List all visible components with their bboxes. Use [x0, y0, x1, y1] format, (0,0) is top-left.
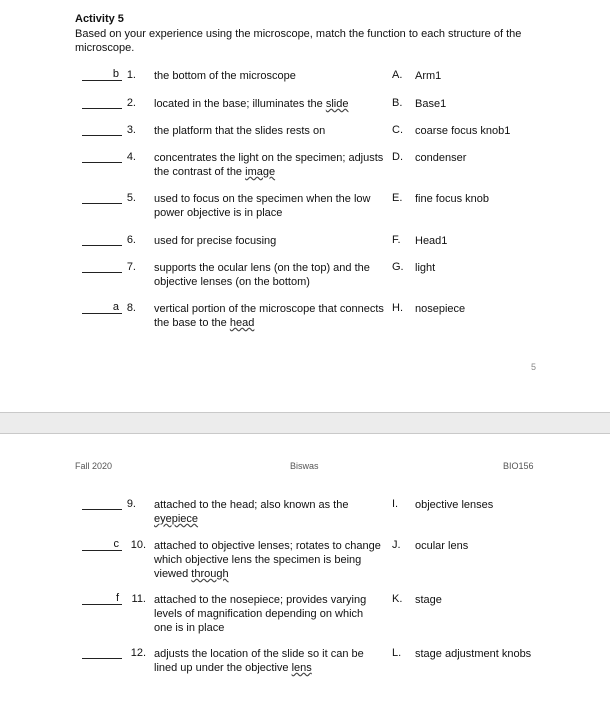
option-letter: D.: [392, 151, 403, 163]
option-letter: F.: [392, 234, 401, 246]
option-letter: G.: [392, 261, 404, 273]
option-letter: I.: [392, 498, 399, 510]
item-number: 12.: [130, 647, 146, 659]
item-description: adjusts the location of the slide so it can be lined up under the objective lens: [154, 648, 364, 674]
item-number: 6.: [126, 234, 136, 246]
item-description: used for precise focusing: [154, 235, 277, 247]
item-description: located in the base; illuminates the slide: [154, 98, 349, 110]
item-description: concentrates the light on the specimen; adjusts the contrast of the image: [154, 152, 384, 178]
option-text: objective lenses: [415, 499, 494, 511]
option-text: stage adjustment knobs: [415, 648, 532, 660]
option-text: light: [415, 262, 436, 274]
option-letter: E.: [392, 192, 403, 204]
option-text: nosepiece: [415, 303, 466, 315]
item-number: 4.: [126, 151, 136, 163]
item-description: attached to the nosepiece; provides varying levels of magnification depending on which one is in place: [154, 594, 367, 634]
worksheet-page-2: [0, 433, 610, 701]
item-number: 8.: [126, 302, 136, 314]
item-number: 10.: [130, 539, 146, 551]
option-text: ocular lens: [415, 540, 469, 552]
answer-blank-11[interactable]: f: [82, 592, 122, 605]
activity-instructions: Based on your experience using the microscope, match the function to each structure of the microscope.: [75, 28, 522, 54]
page-number: 5: [531, 362, 537, 372]
option-text: coarse focus knob1: [415, 125, 511, 137]
answer-blank-1[interactable]: b: [82, 68, 122, 81]
option-text: Arm1: [415, 70, 442, 82]
option-text: stage: [415, 594, 442, 606]
option-text: Base1: [415, 98, 447, 110]
item-description: the bottom of the microscope: [154, 70, 296, 82]
item-description: vertical portion of the microscope that connects the base to the head: [154, 303, 384, 329]
footer-instructor: Biswas: [290, 461, 319, 471]
option-letter: J.: [392, 539, 401, 551]
item-number: 3.: [126, 124, 136, 136]
item-number: 5.: [126, 192, 136, 204]
item-description: attached to objective lenses; rotates to change which objective lens the specimen is being viewed through: [154, 540, 381, 580]
answer-blank-8[interactable]: a: [82, 301, 122, 314]
item-number: 2.: [126, 97, 136, 109]
footer-course: BIO156: [503, 461, 534, 471]
footer-term: Fall 2020: [75, 461, 113, 471]
item-description: attached to the head; also known as the eyepiece: [154, 499, 349, 525]
activity-title: Activity 5: [75, 13, 124, 25]
item-number: 1.: [126, 69, 136, 81]
item-number: 9.: [126, 498, 136, 510]
page-break: [0, 413, 610, 433]
answer-blank-10[interactable]: c: [82, 538, 122, 551]
item-description: the platform that the slides rests on: [154, 125, 326, 137]
option-letter: B.: [392, 97, 403, 109]
item-number: 11.: [131, 593, 146, 605]
option-letter: C.: [392, 124, 403, 136]
option-letter: L.: [392, 647, 402, 659]
option-letter: A.: [392, 69, 403, 81]
option-letter: H.: [392, 302, 403, 314]
option-text: Head1: [415, 235, 448, 247]
option-text: fine focus knob: [415, 193, 489, 205]
item-description: used to focus on the specimen when the low power objective is in place: [154, 193, 371, 219]
option-text: condenser: [415, 152, 467, 164]
item-description: supports the ocular lens (on the top) and the objective lenses (on the bottom): [154, 262, 370, 288]
option-letter: K.: [392, 593, 403, 605]
item-number: 7.: [126, 261, 136, 273]
